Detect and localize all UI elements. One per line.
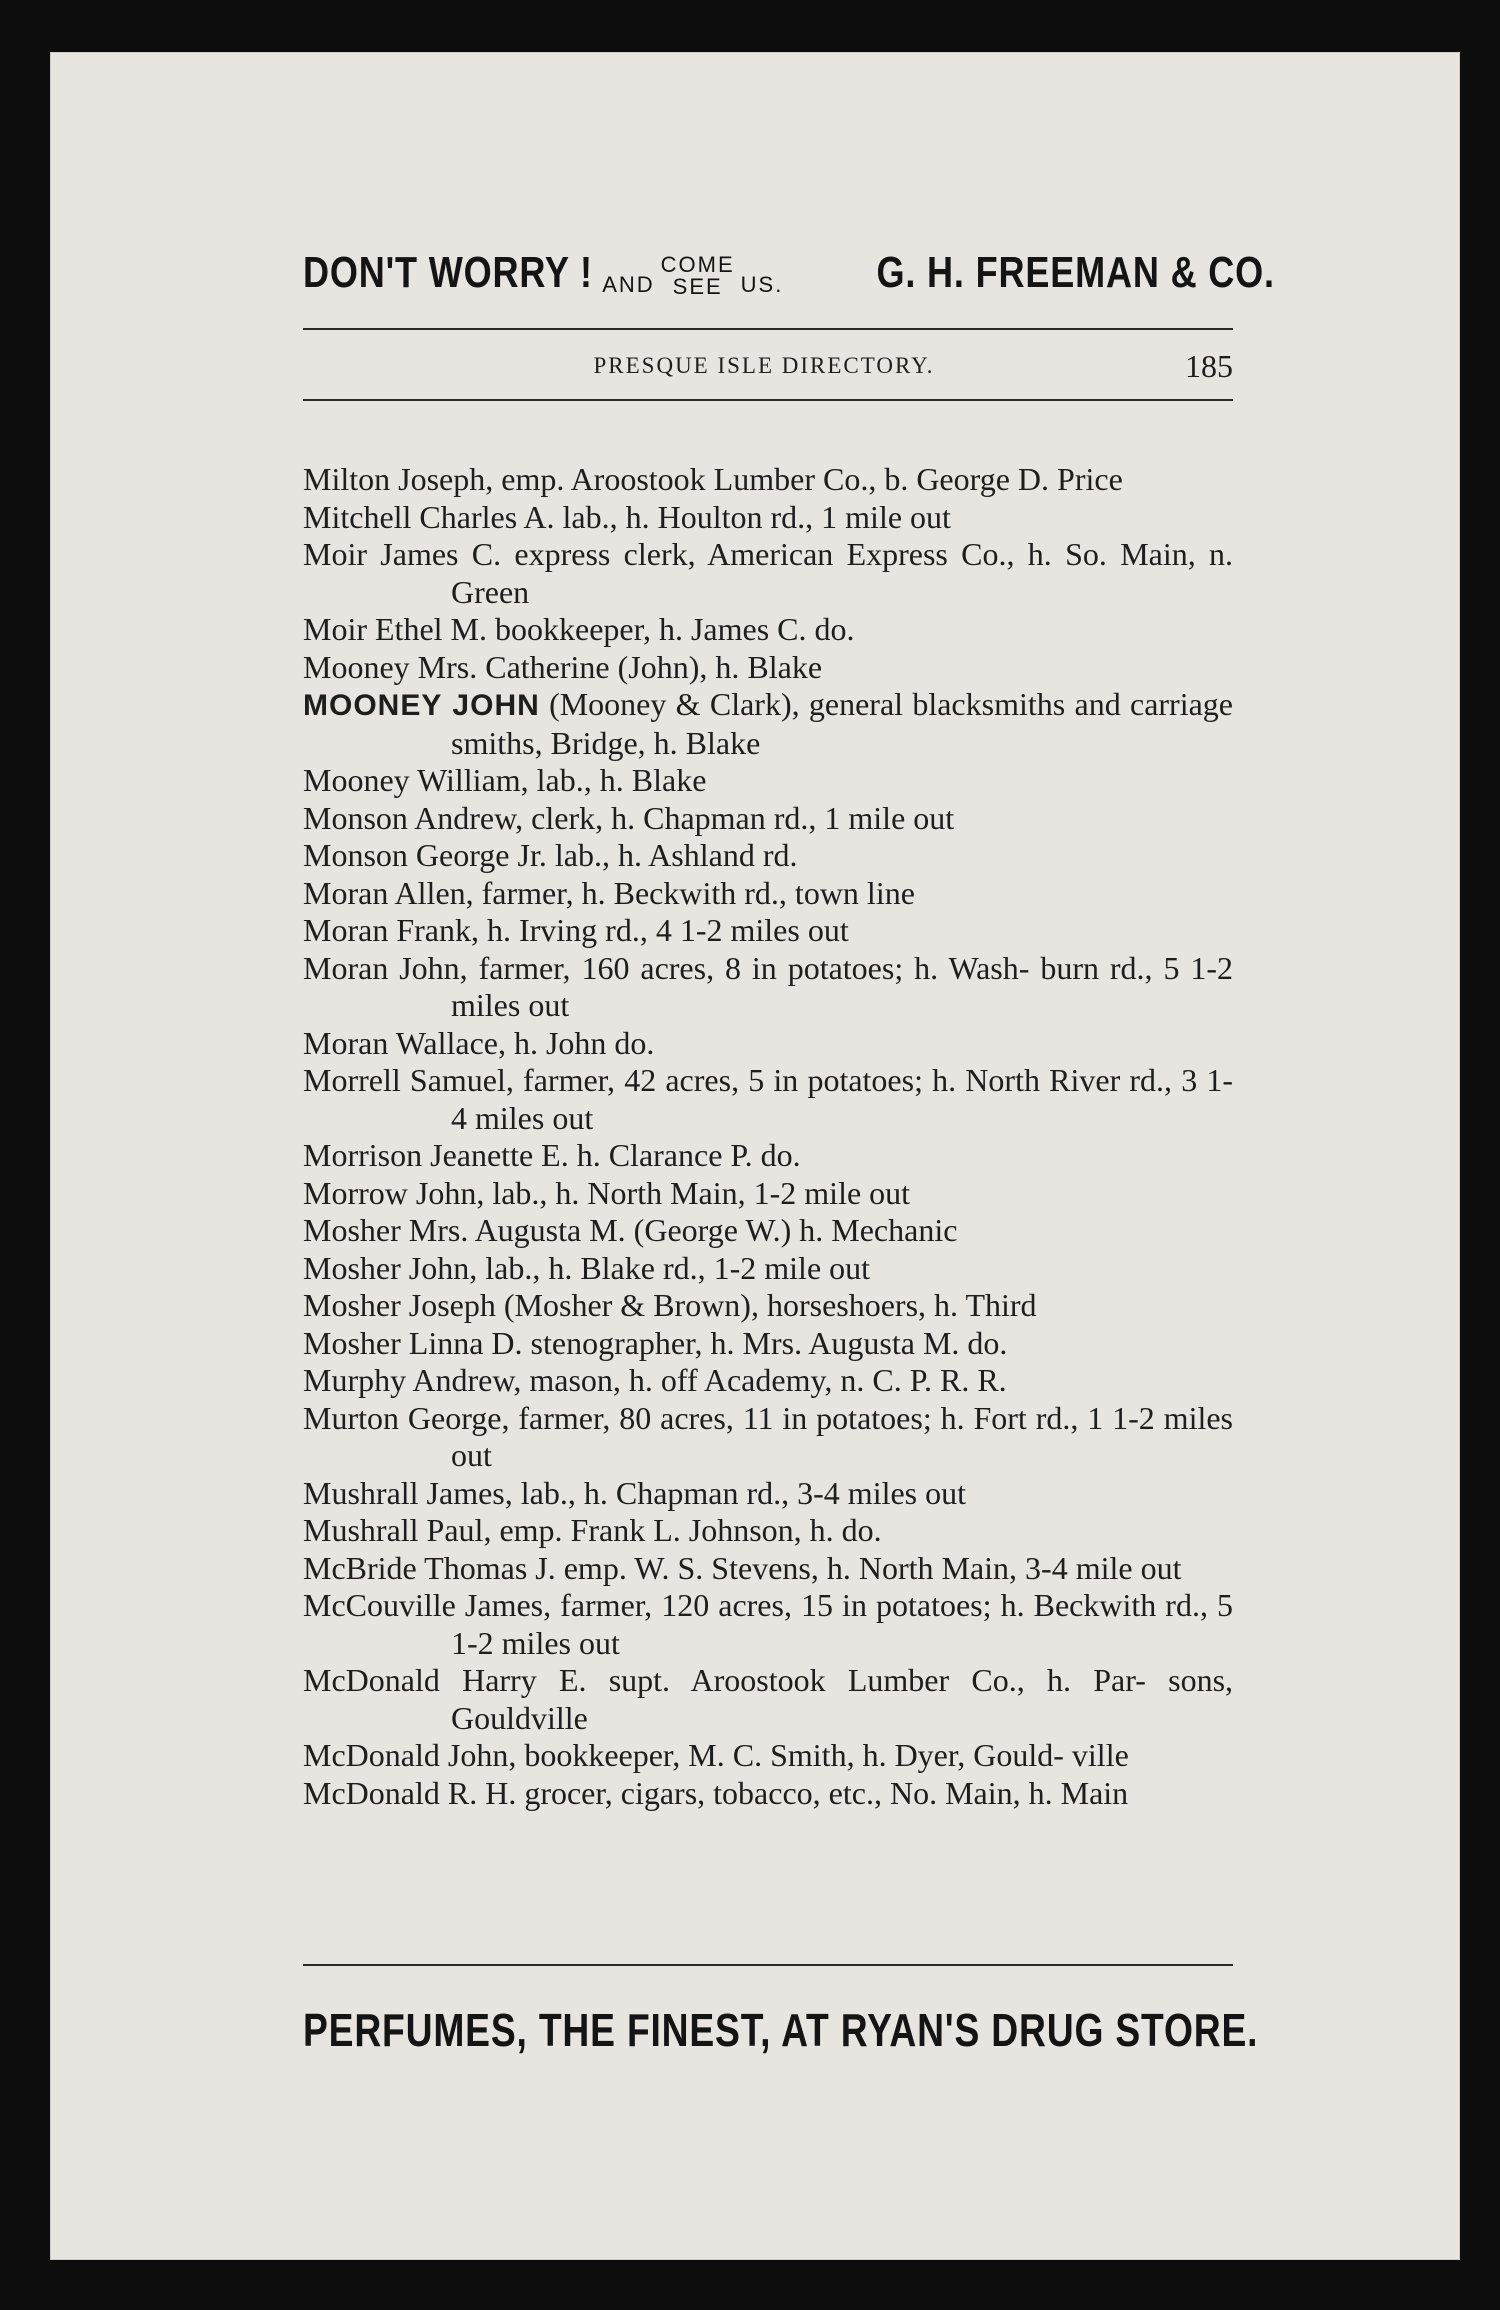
- entry-line: Mosher Joseph (Mosher & Brown), horseshoers, h. Third: [303, 1287, 1037, 1323]
- header-rule-bottom: [303, 399, 1233, 401]
- ad-top-left-text: DON'T WORRY !: [303, 248, 593, 297]
- header-rule-top: [303, 328, 1233, 330]
- entry-line: Moran Allen, farmer, h. Beckwith rd., town line: [303, 874, 915, 911]
- directory-entry: [303, 800, 1233, 838]
- ad-top-us: US.: [740, 272, 784, 297]
- directory-entry: [303, 1250, 1233, 1288]
- entry-line: Mosher Mrs. Augusta M. (George W.) h. Mechanic: [303, 1212, 958, 1248]
- entry-line: Mushrall Paul, emp. Frank L. Johnson, h. do.: [303, 1512, 882, 1548]
- footer-rule: [303, 1964, 1233, 1966]
- directory-entry: [303, 1062, 1233, 1137]
- entry-line: Moir James C. express clerk, American Express Co., h. So.: [303, 536, 1107, 572]
- entry-line: sons, Gouldville: [451, 1662, 1234, 1736]
- entry-line: Mooney Mrs. Catherine (John), h. Blake: [303, 648, 823, 685]
- directory-entry: [303, 1362, 1233, 1400]
- entry-line: Morrison Jeanette E. h. Clarance P. do.: [303, 1137, 801, 1173]
- directory-entry: [303, 1587, 1233, 1662]
- entry-line: and carriage smiths, Bridge, h. Blake: [451, 686, 1234, 761]
- directory-entry: [303, 950, 1233, 1025]
- entry-line: McBride Thomas J. emp. W. S. Stevens, h. North Main,: [303, 1549, 1018, 1586]
- directory-entry: [303, 1287, 1233, 1325]
- entry-line: Price: [1057, 461, 1123, 497]
- ad-top-middle: [602, 254, 783, 298]
- directory-entry: [303, 1550, 1233, 1588]
- entry-line: ville: [1071, 1737, 1129, 1773]
- entry-line: McDonald John, bookkeeper, M. C. Smith, h. Dyer, Gould-: [303, 1737, 1064, 1773]
- entry-line: Moran John, farmer, 160 acres, 8 in potatoes; h. Wash-: [303, 949, 1030, 986]
- directory-entry: [303, 649, 1233, 687]
- entry-line: Morrell Samuel, farmer, 42 acres, 5 in potatoes; h. North: [303, 1062, 1040, 1098]
- directory-entry: [303, 686, 1233, 762]
- entry-line: Milton Joseph, emp. Aroostook Lumber Co., b. George D.: [303, 461, 1050, 497]
- entry-line: h. Main: [1028, 1774, 1129, 1811]
- directory-page: [50, 52, 1460, 2260]
- entry-line: Murphy Andrew, mason, h. off Academy, n. C. P. R. R.: [303, 1362, 1007, 1398]
- directory-entry: [303, 1737, 1233, 1775]
- entry-line: Morrow John, lab., h. North Main, 1-2 mile out: [303, 1174, 911, 1211]
- directory-entry: [303, 1212, 1233, 1250]
- ad-top-stack: [661, 254, 735, 298]
- entry-bold-name: MOONEY JOHN: [303, 689, 540, 722]
- ad-top-and: AND: [602, 272, 655, 297]
- entry-line: Mosher John, lab., h. Blake rd., 1-2 mile out: [303, 1249, 871, 1286]
- top-advertisement: [303, 238, 1275, 298]
- entry-line: rd., 1 1-2 miles out: [451, 1399, 1234, 1473]
- entry-line: Mushrall James, lab., h. Chapman rd., 3-4 miles out: [303, 1474, 967, 1511]
- directory-entry: [303, 1775, 1233, 1813]
- ad-top-come: COME: [660, 252, 735, 277]
- directory-entry: [303, 536, 1233, 611]
- entry-line: McDonald R. H. grocer, cigars, tobacco, etc., No. Main,: [303, 1774, 1021, 1811]
- directory-entry: [303, 1025, 1233, 1063]
- entry-line: Moran Frank, h. Irving rd., 4 1-2 miles out: [303, 912, 849, 948]
- directory-entry: [303, 1512, 1233, 1550]
- directory-entry: [303, 1137, 1233, 1175]
- directory-entry: [303, 1475, 1233, 1513]
- directory-entry: [303, 762, 1233, 800]
- entry-line: Moir Ethel M. bookkeeper, h. James C. do.: [303, 611, 855, 647]
- entry-line: Moran Wallace, h. John do.: [303, 1024, 655, 1061]
- bottom-advertisement: [303, 2003, 1259, 2057]
- entry-line: Mitchell Charles A. lab., h. Houlton rd., 1 mile out: [303, 498, 951, 535]
- entry-line: Monson George Jr. lab., h. Ashland rd.: [303, 837, 798, 873]
- entry-line: Murton George, farmer, 80 acres, 11 in potatoes; h. Fort: [303, 1399, 1027, 1436]
- directory-entry: [303, 1175, 1233, 1213]
- directory-entry: [303, 611, 1233, 649]
- entry-line: Beckwith rd., 5 1-2 miles out: [451, 1587, 1234, 1661]
- running-header: [303, 346, 1233, 386]
- entry-line: Main, n. Green: [451, 536, 1234, 610]
- directory-title: PRESQUE ISLE DIRECTORY.: [593, 353, 935, 378]
- ad-top-see: SEE: [672, 274, 723, 299]
- entry-line: Monson Andrew, clerk, h. Chapman rd., 1 mile out: [303, 799, 955, 836]
- directory-entry: [303, 837, 1233, 875]
- directory-entry: [303, 1325, 1233, 1363]
- entry-line: 3-4 mile out: [1025, 1549, 1182, 1586]
- entry-line: River rd., 3 1-4 miles out: [451, 1062, 1234, 1136]
- entry-line: Mosher Linna D. stenographer, h. Mrs. Augusta M. do.: [303, 1324, 1008, 1361]
- directory-entry: [303, 499, 1233, 537]
- page-number: 185: [1185, 347, 1233, 384]
- entry-line: Mooney William, lab., h. Blake: [303, 762, 707, 798]
- directory-entry: [303, 461, 1233, 499]
- directory-entry: [303, 912, 1233, 950]
- entry-line: McCouville James, farmer, 120 acres, 15 in potatoes; h.: [303, 1587, 1025, 1623]
- entry-line: (Mooney & Clark), general blacksmiths: [539, 686, 1066, 722]
- directory-entry: [303, 1400, 1233, 1475]
- directory-entry: [303, 1662, 1233, 1737]
- directory-entry: [303, 875, 1233, 913]
- directory-entries: [303, 461, 1233, 1812]
- ad-top-right-text: G. H. FREEMAN & CO.: [876, 248, 1275, 297]
- entry-line: burn rd., 5 1-2 miles out: [451, 949, 1234, 1023]
- entry-line: McDonald Harry E. supt. Aroostook Lumber Co., h. Par-: [303, 1662, 1146, 1698]
- ad-bottom-text: PERFUMES, THE FINEST, AT RYAN'S DRUG STORE.: [303, 2004, 1259, 2056]
